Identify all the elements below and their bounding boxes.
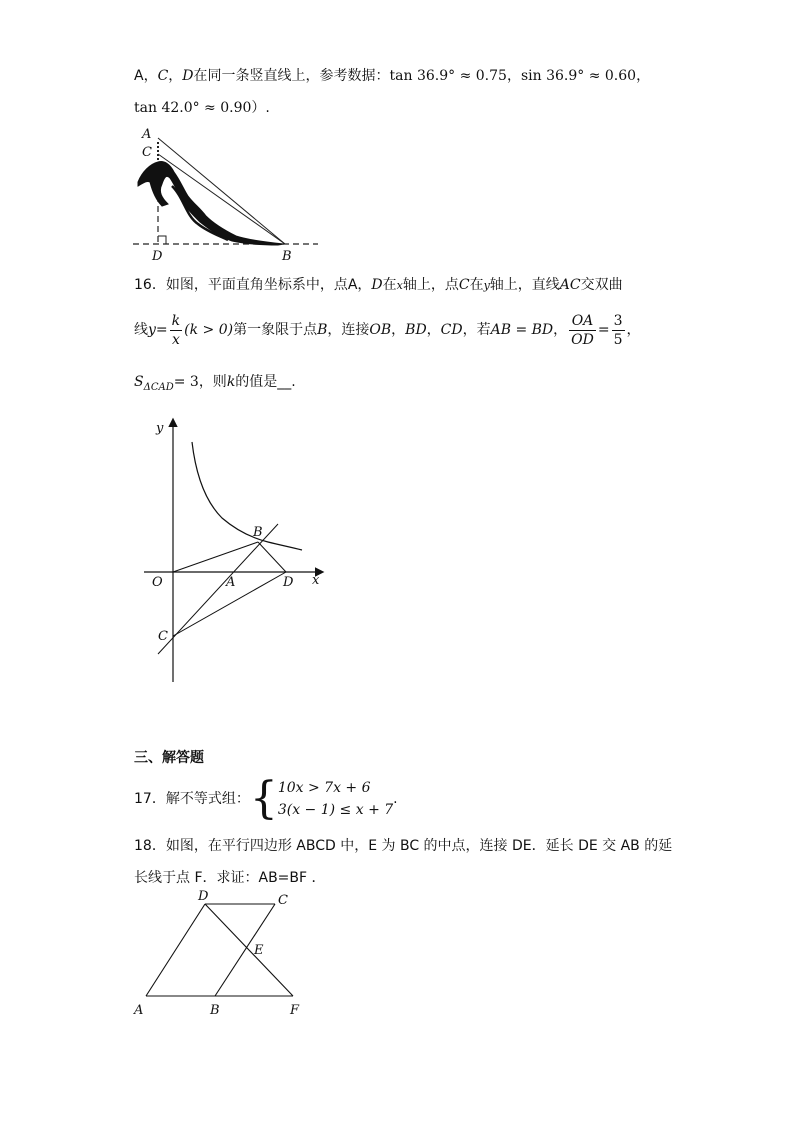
q18-text: 长线于点 F．求证：AB=BF ． bbox=[134, 870, 326, 886]
fig18-label-b: B bbox=[210, 1003, 220, 1018]
fig18-label-f: F bbox=[290, 1003, 300, 1018]
q15-ref-tan420: tan 42.0° ≈ 0.90 bbox=[134, 100, 252, 116]
q17-text: 解不等式组： bbox=[165, 791, 250, 807]
q16-text: 在 bbox=[382, 277, 397, 293]
q16-var: AC bbox=[559, 277, 581, 293]
q15-point-c: C bbox=[157, 68, 169, 84]
q15-point-a: A， bbox=[134, 68, 158, 84]
q18-line-1 bbox=[134, 836, 672, 856]
q16-text: 交双曲 bbox=[580, 277, 623, 293]
inequality-1: 10x > 7x + 6 bbox=[277, 780, 371, 796]
q15-point-d: D bbox=[182, 68, 194, 84]
fig15-label-b: B bbox=[282, 249, 292, 264]
fig16-axis-x: x bbox=[312, 573, 320, 588]
q16-var: BD bbox=[405, 322, 427, 338]
q16-var: B bbox=[317, 322, 328, 338]
q16-text: 在 bbox=[469, 277, 484, 293]
q16-text: 的值是__. bbox=[235, 374, 296, 390]
q15-end: ）. bbox=[251, 100, 270, 116]
fig16-label-a: A bbox=[226, 575, 236, 590]
fig16-label-d: D bbox=[283, 575, 294, 590]
fig16-label-o: O bbox=[152, 575, 163, 590]
fig15-label-d: D bbox=[152, 249, 163, 264]
q16-text: ，则 bbox=[198, 374, 227, 390]
fig15-label-c: C bbox=[142, 145, 152, 160]
q16-text: ，若 bbox=[462, 322, 491, 338]
fig18-label-c: C bbox=[278, 893, 288, 908]
q16-text: ， bbox=[391, 322, 406, 338]
q17-end: . bbox=[393, 791, 398, 807]
q16-var: D bbox=[371, 277, 383, 293]
inequality-system bbox=[278, 777, 393, 821]
figure-16-coordinate bbox=[140, 414, 340, 686]
figure-15-mountain bbox=[128, 124, 328, 264]
frac-num: 3 bbox=[613, 312, 623, 329]
q15-text: 在同一条竖直线上，参考数据： bbox=[193, 68, 390, 84]
q16-text: 第一象限于点 bbox=[233, 322, 318, 338]
q16-var: y bbox=[483, 279, 490, 292]
fig15-label-a: A bbox=[142, 127, 152, 142]
q16-area-symbol: S bbox=[134, 374, 144, 390]
q15-ref-sin369: sin 36.9° ≈ 0.60 bbox=[520, 68, 637, 84]
q18-number: 18． bbox=[134, 838, 166, 854]
fig18-label-a: A bbox=[134, 1003, 144, 1018]
fig18-label-e: E bbox=[254, 943, 264, 958]
figure-18-parallelogram bbox=[128, 890, 328, 1020]
q16-text: 轴上，点 bbox=[402, 277, 459, 293]
q17-number: 17． bbox=[134, 791, 166, 807]
q16-area-sub: ΔCAD bbox=[143, 382, 174, 393]
q17-line bbox=[134, 774, 398, 824]
q15-line-2 bbox=[134, 98, 270, 118]
q16-text: 线 bbox=[134, 322, 148, 338]
frac-den: OD bbox=[571, 331, 594, 348]
system-brace: { bbox=[249, 773, 278, 824]
q16-text: 轴上，直线 bbox=[489, 277, 560, 293]
q16-number: 16． bbox=[134, 277, 166, 293]
q18-line-2 bbox=[134, 868, 326, 888]
frac-num: k bbox=[171, 312, 181, 329]
frac-den: x bbox=[171, 331, 180, 348]
frac-den: 5 bbox=[613, 331, 623, 348]
q16-var: OB bbox=[369, 322, 392, 338]
hyperbola-curve bbox=[192, 442, 302, 550]
q16-eq: = bbox=[155, 322, 168, 338]
q18-text: 如图，在平行四边形 ABCD 中，E 为 BC 的中点，连接 DE．延长 DE 交 AB 的延 bbox=[165, 838, 673, 854]
fraction-k-over-x bbox=[170, 312, 182, 349]
q16-line-1 bbox=[134, 275, 623, 296]
q16-eq: = 3 bbox=[173, 374, 199, 390]
q16-text: ， bbox=[626, 322, 641, 338]
q15-ref-end: ， bbox=[636, 68, 651, 84]
fig16-label-b: B bbox=[253, 525, 263, 540]
q16-text: ， bbox=[553, 322, 568, 338]
fraction-3-over-5 bbox=[612, 312, 625, 349]
q16-condition: (k > 0) bbox=[184, 322, 234, 338]
section-heading: 三、解答题 bbox=[134, 750, 204, 766]
inequality-2: 3(x − 1) ≤ x + 7 bbox=[277, 802, 394, 818]
q16-var: x bbox=[396, 279, 403, 292]
frac-num: OA bbox=[569, 312, 596, 331]
q15-line-1 bbox=[134, 66, 650, 86]
q15-ref-sep: ， bbox=[506, 68, 521, 84]
q15-sep: ， bbox=[168, 68, 183, 84]
q16-equality: AB = BD bbox=[490, 322, 554, 338]
q16-var: k bbox=[226, 374, 236, 390]
q16-text: ， bbox=[426, 322, 441, 338]
q16-eq: = bbox=[597, 322, 610, 338]
q16-line-2 bbox=[134, 310, 641, 350]
q16-var: C bbox=[458, 277, 470, 293]
q16-text: 如图，平面直角坐标系中，点A， bbox=[165, 277, 372, 293]
q16-line-3 bbox=[134, 372, 296, 398]
fraction-oa-over-od bbox=[569, 312, 596, 349]
fig18-label-d: D bbox=[198, 890, 209, 904]
q16-var: CD bbox=[440, 322, 463, 338]
fig16-label-c: C bbox=[158, 629, 168, 644]
q15-ref-tan369: tan 36.9° ≈ 0.75 bbox=[389, 68, 507, 84]
q16-text: ，连接 bbox=[327, 322, 370, 338]
q16-var: y bbox=[148, 322, 156, 338]
fig16-axis-y: y bbox=[156, 421, 164, 436]
